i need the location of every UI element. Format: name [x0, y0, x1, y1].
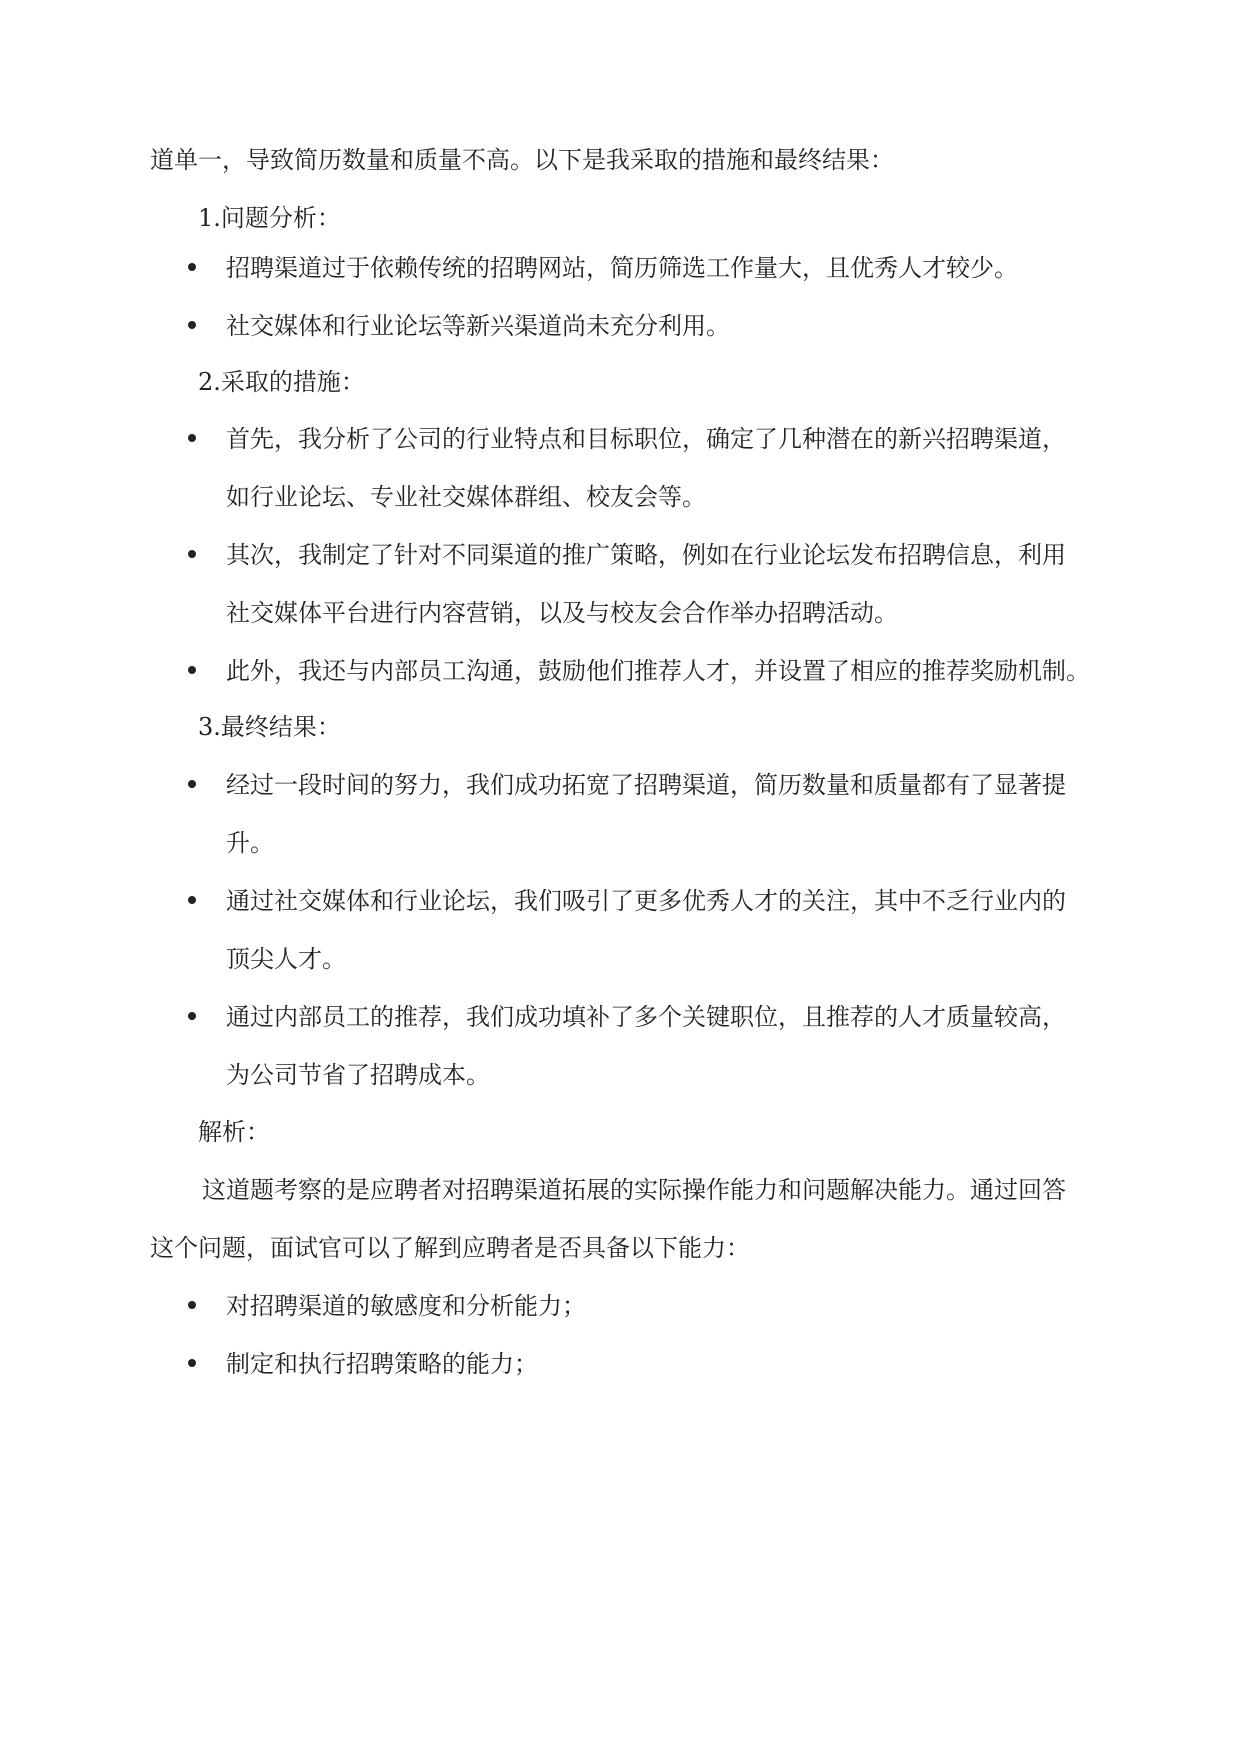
section-heading-problem-analysis: 1.问题分析： — [198, 204, 341, 232]
analysis-paragraph-line: 这道题考察的是应聘者对招聘渠道拓展的实际操作能力和问题解决能力。通过回答 — [202, 1176, 1066, 1204]
list-item: 其次，我制定了针对不同渠道的推广策略，例如在行业论坛发布招聘信息，利用 — [226, 541, 1066, 569]
list-item-continuation: 顶尖人才。 — [226, 945, 346, 973]
bullet-icon — [188, 896, 196, 904]
bullet-icon — [188, 780, 196, 788]
list-item-continuation: 如行业论坛、专业社交媒体群组、校友会等。 — [226, 483, 706, 511]
bullet-icon — [188, 1301, 196, 1309]
list-item: 经过一段时间的努力，我们成功拓宽了招聘渠道，简历数量和质量都有了显著提 — [226, 771, 1066, 799]
list-item: 首先，我分析了公司的行业特点和目标职位，确定了几种潜在的新兴招聘渠道， — [226, 425, 1066, 453]
section-heading-analysis: 解析： — [198, 1118, 270, 1146]
section-heading-results: 3.最终结果： — [198, 713, 341, 741]
bullet-icon — [188, 263, 196, 271]
list-item-continuation: 为公司节省了招聘成本。 — [226, 1061, 490, 1089]
bullet-icon — [188, 434, 196, 442]
section-heading-measures: 2.采取的措施： — [198, 368, 365, 396]
list-item: 对招聘渠道的敏感度和分析能力； — [226, 1292, 586, 1320]
list-item-continuation: 社交媒体平台进行内容营销，以及与校友会合作举办招聘活动。 — [226, 599, 898, 627]
bullet-icon — [188, 1012, 196, 1020]
bullet-icon — [188, 666, 196, 674]
paragraph-intro-tail: 道单一，导致简历数量和质量不高。以下是我采取的措施和最终结果： — [150, 146, 894, 174]
list-item: 招聘渠道过于依赖传统的招聘网站，简历筛选工作量大，且优秀人才较少。 — [226, 254, 1018, 282]
list-item: 通过内部员工的推荐，我们成功填补了多个关键职位，且推荐的人才质量较高， — [226, 1003, 1066, 1031]
list-item: 制定和执行招聘策略的能力； — [226, 1350, 538, 1378]
list-item: 社交媒体和行业论坛等新兴渠道尚未充分利用。 — [226, 312, 730, 340]
analysis-paragraph-line: 这个问题，面试官可以了解到应聘者是否具备以下能力： — [150, 1234, 750, 1262]
list-item-continuation: 升。 — [226, 829, 274, 857]
bullet-icon — [188, 321, 196, 329]
list-item: 通过社交媒体和行业论坛，我们吸引了更多优秀人才的关注，其中不乏行业内的 — [226, 887, 1066, 915]
bullet-icon — [188, 550, 196, 558]
list-item: 此外，我还与内部员工沟通，鼓励他们推荐人才，并设置了相应的推荐奖励机制。 — [226, 657, 1090, 685]
bullet-icon — [188, 1359, 196, 1367]
